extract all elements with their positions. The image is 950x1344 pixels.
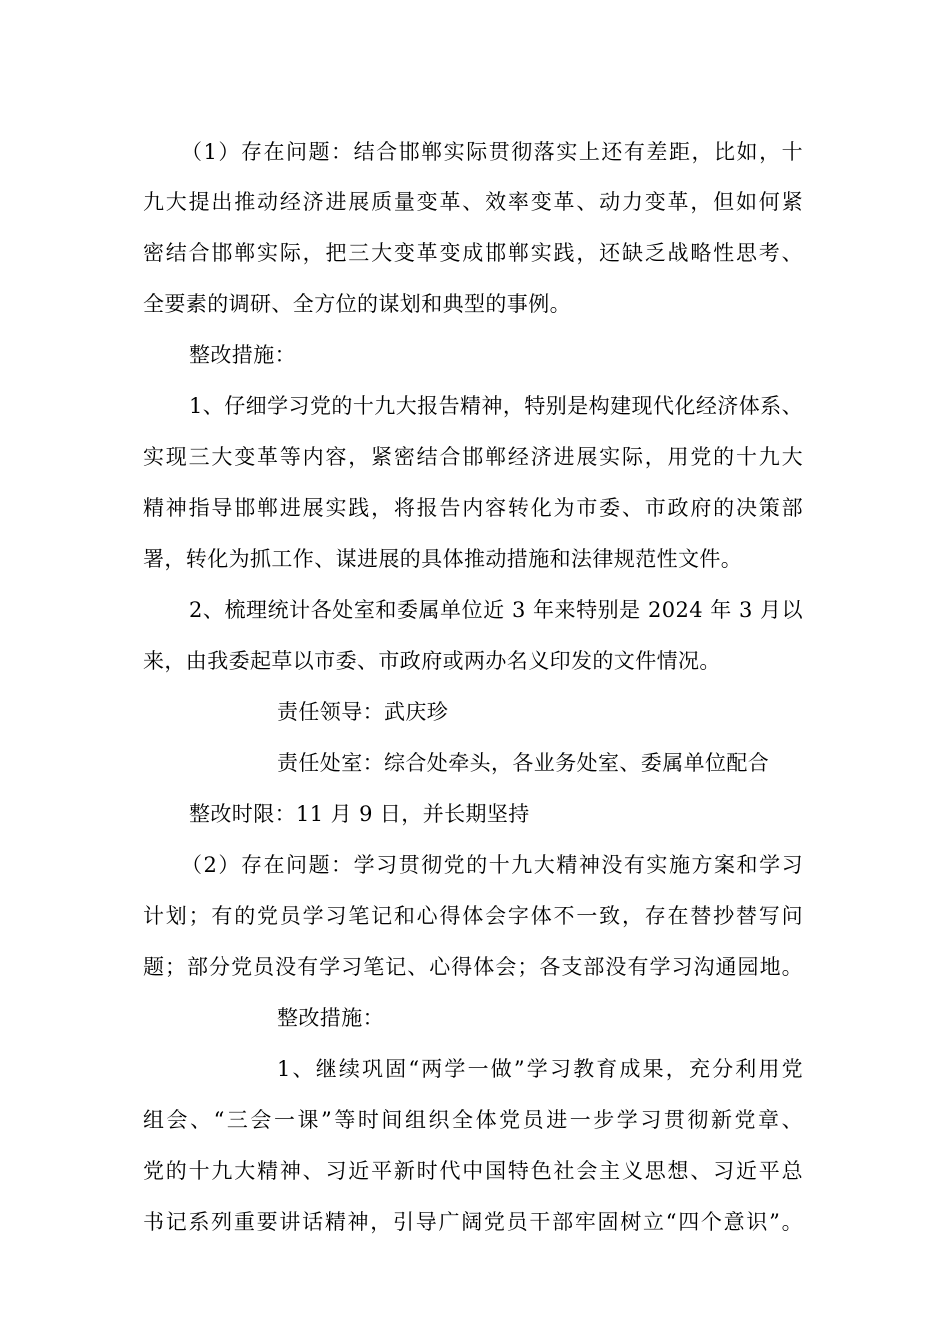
measure-2-1-line-3: 党的十九大精神、习近平新时代中国特色社会主义思想、习近平总 xyxy=(143,1159,803,1183)
measures-heading-1: 整改措施： xyxy=(189,343,296,367)
measure-1-1-line-2: 实现三大变革等内容，紧密结合邯郸经济进展实际，用党的十九大 xyxy=(143,445,803,469)
measure-1-1-line-3: 精神指导邯郸进展实践，将报告内容转化为市委、市政府的决策部 xyxy=(143,496,803,520)
problem-2-line-1: （2）存在问题：学习贯彻党的十九大精神没有实施方案和学习 xyxy=(181,853,803,877)
problem-2-line-3: 题；部分党员没有学习笔记、心得体会；各支部没有学习沟通园地。 xyxy=(143,955,803,979)
problem-2-line-2: 计划；有的党员学习笔记和心得体会字体不一致，存在替抄替写问 xyxy=(143,904,803,928)
measure-2-1-line-2: 组会、“三会一课”等时间组织全体党员进一步学习贯彻新党章、 xyxy=(143,1108,803,1132)
problem-1-line-4: 全要素的调研、全方位的谋划和典型的事例。 xyxy=(143,292,571,316)
measure-1-2-line-2: 来，由我委起草以市委、市政府或两办名义印发的文件情况。 xyxy=(143,649,721,673)
measure-1-1-line-4: 署，转化为抓工作、谋进展的具体推动措施和法律规范性文件。 xyxy=(143,547,743,571)
problem-1-line-2: 九大提出推动经济进展质量变革、效率变革、动力变革，但如何紧 xyxy=(143,190,803,214)
rectification-deadline: 整改时限：11 月 9 日，并长期坚持 xyxy=(189,802,530,826)
measure-1-2-line-1: 2、梳理统计各处室和委属单位近 3 年来特别是 2024 年 3 月以 xyxy=(189,598,803,622)
responsible-office: 责任处室：综合处牵头，各业务处室、委属单位配合 xyxy=(277,751,770,775)
responsible-leader: 责任领导：武庆珍 xyxy=(277,700,449,724)
problem-1-line-3: 密结合邯郸实际，把三大变革变成邯郸实践，还缺乏战略性思考、 xyxy=(143,241,803,265)
measure-2-1-line-1: 1、继续巩固“两学一做”学习教育成果，充分利用党 xyxy=(277,1057,803,1081)
problem-1-line-1: （1）存在问题：结合邯郸实际贯彻落实上还有差距，比如，十 xyxy=(181,140,803,164)
measure-1-1-line-1: 1、仔细学习党的十九大报告精神，特别是构建现代化经济体系、 xyxy=(189,394,803,418)
measures-heading-2: 整改措施： xyxy=(277,1006,384,1030)
measure-2-1-line-4: 书记系列重要讲话精神，引导广阔党员干部牢固树立“四个意识”。 xyxy=(143,1210,803,1234)
